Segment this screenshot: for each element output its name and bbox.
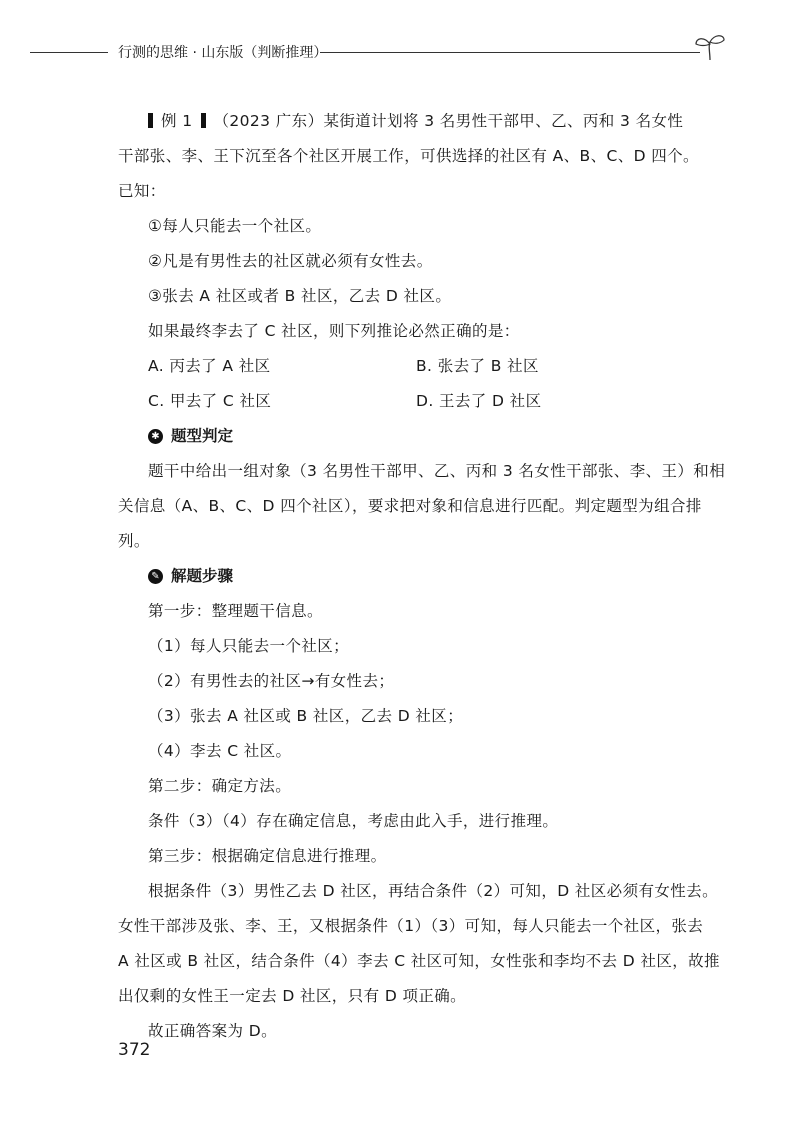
option-d: D. 王去了 D 社区 [416,392,542,410]
reasoning-line-3: A 社区或 B 社区，结合条件（4）李去 C 社区可知，女性张和李均不去 D 社区，故推 [118,952,720,970]
reasoning-line-1: 根据条件（3）男性乙去 D 社区，再结合条件（2）可知，D 社区必须有女性去。 [148,882,718,900]
condition-3: ③张去 A 社区或者 B 社区，乙去 D 社区。 [148,287,452,305]
page-content [118,104,728,1049]
question: 如果最终李去了 C 社区，则下列推论必然正确的是： [148,322,520,340]
step1-item-2: （2）有男性去的社区→有女性去； [148,672,395,690]
running-header [30,36,720,66]
reasoning-line-2: 女性干部涉及张、李、王，又根据条件（1）（3）可知，每人只能去一个社区，张去 [118,917,704,935]
header-rule-right [320,52,700,53]
option-c: C. 甲去了 C 社区 [148,392,272,410]
step2-text: 条件（3）（4）存在确定信息，考虑由此入手，进行推理。 [148,812,559,830]
stem-line-2: 干部张、李、王下沉至各个社区开展工作，可供选择的社区有 A、B、C、D 四个。 [118,147,699,165]
type-line-2: 关信息（A、B、C、D 四个社区），要求把对象和信息进行匹配。判定题型为组合排列。 [118,497,702,550]
header-rule-left [30,52,108,53]
steps-section-heading [118,559,728,594]
sprout-icon [690,32,730,62]
stem-line-1: 某街道计划将 3 名男性干部甲、乙、丙和 3 名女性 [323,112,684,130]
reasoning-line-4: 出仅剩的女性王一定去 D 社区，只有 D 项正确。 [118,987,467,1005]
steps-heading-text: 解题步骤 [171,567,234,585]
condition-2: ②凡是有男性去的社区就必须有女性去。 [148,252,433,270]
answer: 故正确答案为 D。 [148,1022,277,1040]
type-section-heading [118,419,728,454]
book-title: 行测的思维 · 山东版（判断推理） [118,45,328,61]
type-line-1: 题干中给出一组对象（3 名男性干部甲、乙、丙和 3 名女性干部张、李、王）和相 [148,462,726,480]
step1-item-3: （3）张去 A 社区或 B 社区，乙去 D 社区； [148,707,464,725]
gear-icon: ✱ [148,429,163,444]
step2-title: 第二步：确定方法。 [148,777,292,795]
page-number: 372 [118,1040,151,1060]
example-stem [118,104,728,139]
example-marker-right [201,113,206,128]
options-row-1 [118,349,728,384]
step1-item-1: （1）每人只能去一个社区； [148,637,350,655]
condition-1: ①每人只能去一个社区。 [148,217,322,235]
step1-item-4: （4）李去 C 社区。 [148,742,292,760]
step3-title: 第三步：根据确定信息进行推理。 [148,847,387,865]
stem-line-3: 已知： [118,182,166,200]
step1-title: 第一步：整理题干信息。 [148,602,323,620]
type-heading-text: 题型判定 [171,427,234,445]
option-b: B. 张去了 B 社区 [416,357,539,375]
example-source: （2023 广东） [213,112,324,130]
pen-icon: ✎ [148,569,163,584]
option-a: A. 丙去了 A 社区 [148,357,271,375]
options-row-2 [118,384,728,419]
example-marker-left [148,113,153,128]
example-label: 例 1 [161,112,193,130]
